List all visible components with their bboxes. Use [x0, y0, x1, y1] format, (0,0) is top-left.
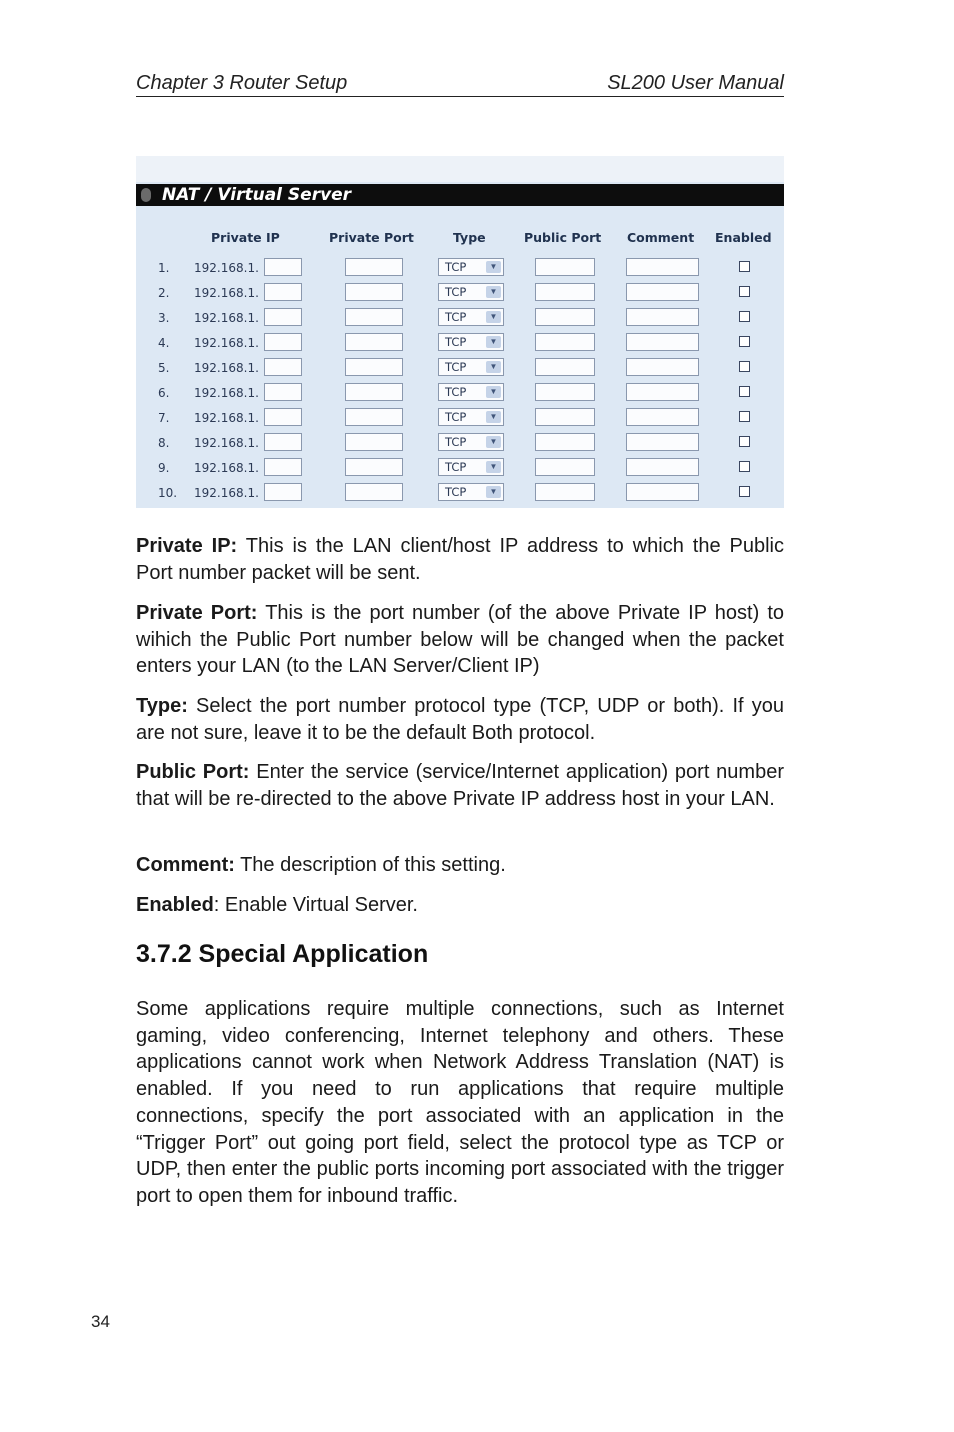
type-select[interactable]: [438, 308, 504, 326]
table-row: [136, 257, 784, 279]
definition-paragraph: [136, 759, 784, 812]
private-ip-input[interactable]: [264, 458, 302, 476]
public-port-input[interactable]: [535, 308, 595, 326]
column-header-comment: Comment: [627, 230, 695, 245]
type-value: TCP: [445, 435, 467, 449]
private-ip-input[interactable]: [264, 408, 302, 426]
column-header-enabled: Enabled: [715, 230, 772, 245]
comment-input[interactable]: [626, 433, 699, 451]
private-ip-prefix: 192.168.1.: [194, 386, 259, 400]
enabled-checkbox[interactable]: [739, 486, 750, 497]
definition-text: : Enable Virtual Server.: [213, 894, 418, 916]
type-value: TCP: [445, 335, 467, 349]
private-ip-prefix: 192.168.1.: [194, 461, 259, 475]
type-value: TCP: [445, 385, 467, 399]
row-number: 10.: [158, 486, 178, 500]
table-row: [136, 307, 784, 329]
definition-term: Comment:: [136, 854, 235, 876]
private-port-input[interactable]: [345, 483, 403, 501]
page-number: 34: [91, 1312, 110, 1331]
comment-input[interactable]: [626, 408, 699, 426]
comment-input[interactable]: [626, 283, 699, 301]
enabled-checkbox[interactable]: [739, 311, 750, 322]
type-select[interactable]: [438, 458, 504, 476]
public-port-input[interactable]: [535, 358, 595, 376]
type-select[interactable]: [438, 333, 504, 351]
enabled-checkbox[interactable]: [739, 461, 750, 472]
row-number: 5.: [158, 361, 170, 375]
private-ip-prefix: 192.168.1.: [194, 286, 259, 300]
type-select[interactable]: [438, 258, 504, 276]
chapter-title: Chapter 3 Router Setup: [136, 72, 348, 94]
private-ip-prefix: 192.168.1.: [194, 336, 259, 350]
row-number: 4.: [158, 336, 170, 350]
row-number: 2.: [158, 286, 170, 300]
row-number: 6.: [158, 386, 170, 400]
type-select[interactable]: [438, 283, 504, 301]
enabled-checkbox[interactable]: [739, 411, 750, 422]
private-port-input[interactable]: [345, 308, 403, 326]
column-header-type: Type: [453, 230, 486, 245]
comment-input[interactable]: [626, 358, 699, 376]
private-ip-prefix: 192.168.1.: [194, 361, 259, 375]
private-ip-input[interactable]: [264, 433, 302, 451]
title-bullet-icon: [141, 188, 151, 202]
chevron-down-icon[interactable]: ▼: [486, 361, 501, 373]
row-number: 9.: [158, 461, 170, 475]
enabled-checkbox[interactable]: [739, 286, 750, 297]
definition-term: Enabled: [136, 894, 214, 916]
definition-text: Enter the service (service/Internet application) port number that will be re-directed to the above Private IP address host in your LAN.: [136, 761, 784, 810]
enabled-checkbox[interactable]: [739, 261, 750, 272]
private-ip-input[interactable]: [264, 308, 302, 326]
definition-paragraph: [136, 693, 784, 746]
public-port-input[interactable]: [535, 383, 595, 401]
chevron-down-icon[interactable]: ▼: [486, 311, 501, 323]
chevron-down-icon[interactable]: ▼: [486, 411, 501, 423]
public-port-input[interactable]: [535, 333, 595, 351]
public-port-input[interactable]: [535, 283, 595, 301]
private-ip-prefix: 192.168.1.: [194, 436, 259, 450]
comment-input[interactable]: [626, 383, 699, 401]
private-port-input[interactable]: [345, 458, 403, 476]
chevron-down-icon[interactable]: ▼: [486, 286, 501, 298]
private-port-input[interactable]: [345, 283, 403, 301]
comment-input[interactable]: [626, 333, 699, 351]
definition-text: This is the port number (of the above Private IP host) to wihich the Public Port number below will be changed when the packet enters your LAN (to the LAN Server/Client IP): [136, 602, 784, 678]
public-port-input[interactable]: [535, 483, 595, 501]
private-port-input[interactable]: [345, 358, 403, 376]
chevron-down-icon[interactable]: ▼: [486, 486, 501, 498]
running-header: [136, 72, 784, 97]
comment-input[interactable]: [626, 483, 699, 501]
private-ip-prefix: 192.168.1.: [194, 311, 259, 325]
table-row: [136, 282, 784, 304]
section-heading: 3.7.2 Special Application: [136, 940, 429, 968]
public-port-input[interactable]: [535, 433, 595, 451]
column-header-private-ip: Private IP: [211, 230, 280, 245]
type-value: TCP: [445, 485, 467, 499]
private-ip-prefix: 192.168.1.: [194, 261, 259, 275]
comment-input[interactable]: [626, 308, 699, 326]
private-ip-prefix: 192.168.1.: [194, 486, 259, 500]
table-row: [136, 407, 784, 429]
private-ip-input[interactable]: [264, 258, 302, 276]
panel-title: NAT / Virtual Server: [162, 185, 352, 205]
definition-text: Select the port number protocol type (TCP, UDP or both). If you are not sure, leave it to be the default Both protocol.: [136, 695, 784, 744]
chevron-down-icon[interactable]: ▼: [486, 261, 501, 273]
column-header-private-port: Private Port: [329, 230, 414, 245]
type-value: TCP: [445, 410, 467, 424]
row-number: 3.: [158, 311, 170, 325]
definition-text: The description of this setting.: [234, 854, 506, 876]
type-select[interactable]: [438, 483, 504, 501]
table-row: [136, 357, 784, 379]
row-number: 8.: [158, 436, 170, 450]
type-value: TCP: [445, 360, 467, 374]
table-row: [136, 432, 784, 454]
private-ip-input[interactable]: [264, 283, 302, 301]
comment-input[interactable]: [626, 258, 699, 276]
private-ip-prefix: 192.168.1.: [194, 411, 259, 425]
type-value: TCP: [445, 310, 467, 324]
row-number: 7.: [158, 411, 170, 425]
enabled-checkbox[interactable]: [739, 436, 750, 447]
enabled-checkbox[interactable]: [739, 386, 750, 397]
enabled-checkbox[interactable]: [739, 361, 750, 372]
definition-term: Public Port:: [136, 761, 250, 783]
type-select[interactable]: [438, 358, 504, 376]
public-port-input[interactable]: [535, 408, 595, 426]
private-ip-input[interactable]: [264, 383, 302, 401]
private-port-input[interactable]: [345, 333, 403, 351]
type-value: TCP: [445, 285, 467, 299]
panel-title-bar: [136, 184, 784, 206]
private-port-input[interactable]: [345, 383, 403, 401]
table-row: [136, 482, 784, 504]
type-value: TCP: [445, 260, 467, 274]
comment-input[interactable]: [626, 458, 699, 476]
row-number: 1.: [158, 261, 170, 275]
virtual-server-screenshot: [136, 156, 784, 508]
definition-text: This is the LAN client/host IP address to which the Public Port number packet will be sent.: [136, 535, 784, 584]
definition-paragraph: [136, 852, 784, 879]
type-select[interactable]: [438, 433, 504, 451]
table-row: [136, 382, 784, 404]
enabled-checkbox[interactable]: [739, 336, 750, 347]
private-ip-input[interactable]: [264, 358, 302, 376]
private-ip-input[interactable]: [264, 483, 302, 501]
definition-paragraph: [136, 533, 784, 586]
chevron-down-icon[interactable]: ▼: [486, 461, 501, 473]
column-header-public-port: Public Port: [524, 230, 602, 245]
definition-term: Private Port:: [136, 602, 258, 624]
private-port-input[interactable]: [345, 408, 403, 426]
private-ip-input[interactable]: [264, 333, 302, 351]
type-select[interactable]: [438, 408, 504, 426]
private-port-input[interactable]: [345, 258, 403, 276]
private-port-input[interactable]: [345, 433, 403, 451]
manual-title: SL200 User Manual: [607, 72, 784, 94]
chevron-down-icon[interactable]: ▼: [486, 336, 501, 348]
public-port-input[interactable]: [535, 258, 595, 276]
section-body: Some applications require multiple connections, such as Internet gaming, video conferencing, Internet telephony and others. These applications cannot work when Network Address Translation (NAT) is enabled. If you need to run applications that require multiple connections, specify the port associated with an application in the “Trigger Port” out going port field, select the protocol type as TCP or UDP, then enter the public ports incoming port associated with the trigger port to open them for inbound traffic.: [136, 998, 784, 1207]
table-row: [136, 332, 784, 354]
type-select[interactable]: [438, 383, 504, 401]
chevron-down-icon[interactable]: ▼: [486, 386, 501, 398]
definition-paragraph: [136, 892, 784, 919]
table-row: [136, 457, 784, 479]
definition-paragraph: [136, 600, 784, 680]
chevron-down-icon[interactable]: ▼: [486, 436, 501, 448]
type-value: TCP: [445, 460, 467, 474]
definition-term: Private IP:: [136, 535, 238, 557]
public-port-input[interactable]: [535, 458, 595, 476]
definition-term: Type:: [136, 695, 188, 717]
